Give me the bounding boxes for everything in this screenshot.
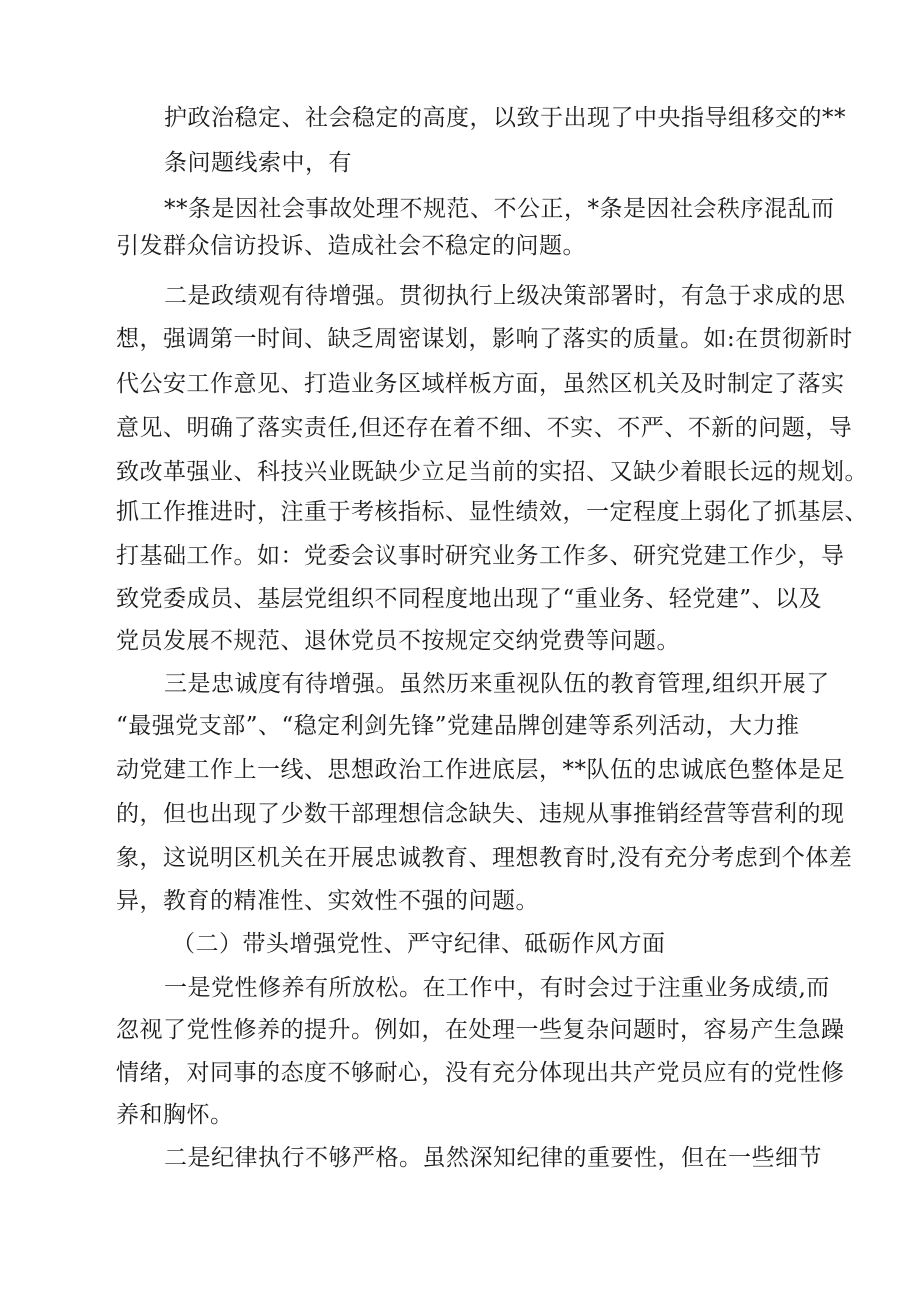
body-line: **条是因社会事故处理不规范、不公正，*条是因社会秩序混乱而 bbox=[164, 196, 835, 222]
body-line: 代公安工作意见、打造业务区域样板方面，虽然区机关及时制定了落实 bbox=[116, 371, 845, 397]
body-line: 打基础工作。如：党委会议事时研究业务工作多、研究党建工作少，导 bbox=[116, 543, 845, 569]
body-line: 意见、明确了落实责任,但还存在着不细、不实、不严、不新的问题，导 bbox=[116, 415, 853, 441]
body-line: 想，强调第一时间、缺乏周密谋划，影响了落实的质量。如:在贯彻新时 bbox=[116, 326, 853, 352]
body-line: 一是党性修养有所放松。在工作中，有时会过于注重业务成绩,而 bbox=[164, 975, 830, 1001]
body-line: 引发群众信访投诉、造成社会不稳定的问题。 bbox=[116, 233, 586, 259]
body-line: 异，教育的精准性、实效性不强的问题。 bbox=[116, 888, 539, 914]
body-line: 党员发展不规范、退休党员不按规定交纳党费等问题。 bbox=[116, 628, 680, 654]
body-line: 三是忠诚度有待增强。虽然历来重视队伍的教育管理,组织开展了 bbox=[164, 671, 830, 697]
body-line: 致党委成员、基层党组织不同程度地出现了“重业务、轻党建”、以及 bbox=[116, 586, 823, 612]
body-line: 致改革强业、科技兴业既缺少立足当前的实招、又缺少着眼长远的规划。 bbox=[116, 459, 868, 485]
body-line: 二是纪律执行不够严格。虽然深知纪律的重要性，但在一些细节 bbox=[164, 1145, 822, 1171]
body-line: 情绪，对同事的态度不够耐心，没有充分体现出共产党员应有的党性修 bbox=[116, 1060, 845, 1086]
body-line: 象，这说明区机关在开展忠诚教育、理想教育时,没有充分考虑到个体差 bbox=[116, 845, 853, 871]
body-line: 动党建工作上一线、思想政治工作进底层，**队伍的忠诚底色整体是足 bbox=[116, 757, 845, 783]
body-line: 的，但也出现了少数干部理想信念缺失、违规从事推销经营等营利的现 bbox=[116, 801, 845, 827]
body-line: 护政治稳定、社会稳定的高度，以致于出现了中央指导组移交的** bbox=[164, 105, 846, 131]
body-line: 忽视了党性修养的提升。例如，在处理一些复杂问题时，容易产生急躁 bbox=[116, 1017, 845, 1043]
body-line: 抓工作推进时，注重于考核指标、显性绩效，一定程度上弱化了抓基层、 bbox=[116, 499, 868, 525]
body-line: “最强党支部”、“稳定利剑先锋”党建品牌创建等系列活动，大力推 bbox=[116, 713, 800, 739]
body-line: 条问题线索中，有 bbox=[164, 150, 352, 176]
body-line: 二是政绩观有待增强。贯彻执行上级决策部署时，有急于求成的思 bbox=[164, 283, 846, 309]
body-line: 养和胸怀。 bbox=[116, 1102, 234, 1128]
section-heading: （二）带头增强党性、严守纪律、砥砺作风方面 bbox=[172, 931, 666, 957]
